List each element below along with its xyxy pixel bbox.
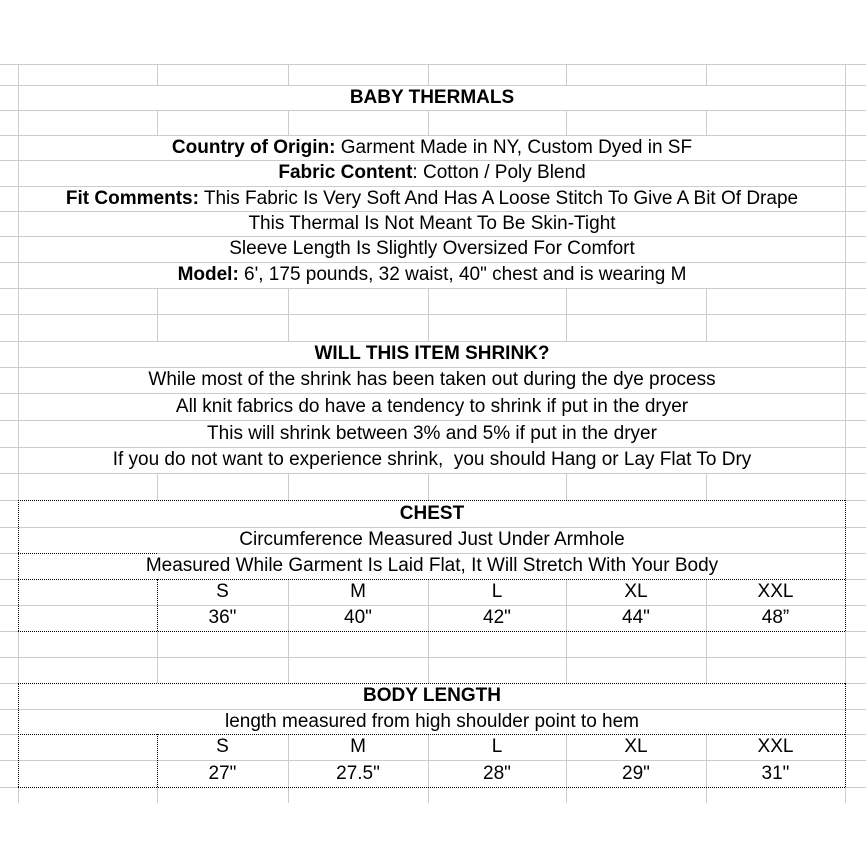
body-length-heading: BODY LENGTH — [363, 685, 501, 706]
fit-comments-label: Fit Comments: — [65, 188, 199, 209]
gridline-v — [566, 288, 567, 341]
gridline-h — [845, 631, 866, 632]
chest-subtitle-1: Circumference Measured Just Under Armhole — [239, 529, 625, 550]
gridline-h — [0, 553, 18, 554]
gridline-h — [0, 64, 866, 65]
gridline-v — [18, 64, 19, 500]
shrink-line-4: If you do not want to experience shrink, you should Hang or Lay Flat To Dry — [112, 449, 752, 470]
country-of-origin-label: Country of Origin: — [171, 137, 336, 158]
gridline-h — [845, 734, 866, 735]
gridline-h — [0, 186, 866, 187]
gridline-v — [428, 288, 429, 341]
chest-size-header-m: M — [350, 581, 366, 602]
gridline-v — [706, 110, 707, 135]
gridline-h — [0, 709, 866, 710]
gridline-v — [288, 288, 289, 341]
chest-subtitle-2: Measured While Garment Is Laid Flat, It Will Stretch With Your Body — [145, 555, 719, 576]
gridline-v — [845, 64, 846, 500]
gridline-v — [288, 734, 289, 803]
gridline-h — [0, 85, 866, 86]
chest-table-border-inner — [18, 579, 845, 580]
gridline-h — [0, 605, 866, 606]
gridline-v — [288, 64, 289, 85]
gridline-v — [706, 473, 707, 500]
gridline-h — [0, 760, 866, 761]
gridline-h — [157, 553, 866, 554]
gridline-v — [566, 110, 567, 135]
gridline-h — [0, 527, 866, 528]
gridline-h — [0, 160, 866, 161]
chest-table-border-partial — [18, 553, 157, 554]
fit-comments-value: This Fabric Is Very Soft And Has A Loose Stitch To Give A Bit Of Drape — [198, 188, 799, 209]
gridline-v — [566, 473, 567, 500]
body-length-value-xl: 29" — [622, 763, 650, 784]
gridline-h — [0, 500, 18, 501]
body-length-value-s: 27" — [208, 763, 237, 784]
gridline-v — [157, 110, 158, 135]
gridline-h — [0, 734, 18, 735]
gridline-v — [428, 64, 429, 85]
row-fit-comments-3: Sleeve Length Is Slightly Oversized For Comfort — [229, 238, 635, 259]
model-label: Model: — [177, 264, 239, 285]
gridline-h — [0, 393, 866, 394]
gridline-h — [845, 787, 866, 788]
chest-table-border-divider — [157, 579, 158, 631]
fabric-content-value: : Cotton / Poly Blend — [412, 162, 586, 183]
gridline-h — [0, 787, 18, 788]
model-value: 6', 175 pounds, 32 waist, 40" chest and is wearing M — [238, 264, 687, 285]
gridline-h — [845, 683, 866, 684]
gridline-v — [566, 64, 567, 85]
chest-size-header-l: L — [491, 581, 503, 602]
gridline-h — [0, 211, 866, 212]
row-model — [18, 262, 846, 288]
gridline-h — [0, 314, 866, 315]
row-country-of-origin — [18, 135, 846, 160]
chest-value-s: 36" — [208, 607, 237, 628]
gridline-h — [0, 683, 18, 684]
fabric-content-label: Fabric Content — [278, 162, 413, 183]
chest-table-border-top — [18, 500, 845, 501]
gridline-h — [0, 110, 866, 111]
body-length-table-border-inner — [18, 734, 845, 735]
gridline-v — [18, 631, 19, 683]
row-fabric-content — [18, 160, 846, 186]
gridline-h — [0, 367, 866, 368]
gridline-v — [157, 787, 158, 803]
gridline-h — [0, 657, 866, 658]
gridline-v — [428, 734, 429, 803]
country-of-origin-value: Garment Made in NY, Custom Dyed in SF — [335, 137, 693, 158]
gridline-h — [0, 288, 866, 289]
body-length-subtitle: length measured from high shoulder point to hem — [224, 711, 640, 732]
gridline-v — [157, 288, 158, 341]
body-length-table-border-right — [845, 683, 846, 787]
chest-table-border-left — [18, 500, 19, 631]
body-length-value-xxl: 31" — [761, 763, 790, 784]
body-length-size-header-xl: XL — [624, 736, 648, 757]
body-length-table-border-top — [18, 683, 845, 684]
gridline-v — [706, 734, 707, 803]
gridline-v — [428, 473, 429, 500]
gridline-h — [0, 473, 866, 474]
gridline-v — [845, 631, 846, 683]
shrink-line-2: All knit fabrics do have a tendency to shrink if put in the dryer — [175, 396, 689, 417]
shrink-heading: WILL THIS ITEM SHRINK? — [314, 343, 550, 364]
chest-table-border-bottom — [18, 631, 845, 632]
gridline-h — [0, 631, 18, 632]
gridline-h — [845, 500, 866, 501]
body-length-value-l: 28" — [483, 763, 511, 784]
chest-value-xxl: 48” — [761, 607, 790, 628]
gridline-h — [0, 447, 866, 448]
sheet-title: BABY THERMALS — [349, 87, 515, 108]
chest-size-header-xxl: XXL — [757, 581, 794, 602]
body-length-size-header-l: L — [491, 736, 503, 757]
gridline-h — [0, 579, 18, 580]
gridline-v — [288, 473, 289, 500]
chest-value-xl: 44" — [622, 607, 650, 628]
gridline-v — [18, 787, 19, 803]
chest-size-header-s: S — [216, 581, 229, 602]
gridline-v — [706, 64, 707, 85]
body-length-table-border-left — [18, 683, 19, 787]
gridline-v — [566, 734, 567, 803]
gridline-v — [428, 110, 429, 135]
gridline-h — [0, 262, 866, 263]
row-fit-comments-2: This Thermal Is Not Meant To Be Skin-Tight — [248, 213, 616, 234]
body-length-size-header-m: M — [350, 736, 366, 757]
gridline-v — [157, 64, 158, 85]
shrink-line-3: This will shrink between 3% and 5% if put in the dryer — [207, 423, 657, 444]
chest-heading: CHEST — [399, 503, 465, 524]
gridline-h — [0, 236, 866, 237]
gridline-v — [157, 631, 158, 683]
gridline-v — [157, 473, 158, 500]
body-length-size-header-s: S — [216, 736, 229, 757]
gridline-v — [845, 787, 846, 803]
chest-value-l: 42" — [483, 607, 511, 628]
chest-size-header-xl: XL — [624, 581, 648, 602]
gridline-h — [0, 135, 866, 136]
gridline-h — [0, 341, 866, 342]
gridline-v — [706, 288, 707, 341]
chest-value-m: 40" — [344, 607, 372, 628]
chest-table-border-right — [845, 500, 846, 631]
row-fit-comments — [18, 186, 846, 211]
gridline-h — [0, 420, 866, 421]
gridline-v — [288, 110, 289, 135]
body-length-value-m: 27.5" — [336, 763, 380, 784]
shrink-line-1: While most of the shrink has been taken out during the dye process — [148, 369, 716, 390]
body-length-table-border-bottom — [18, 787, 845, 788]
body-length-size-header-xxl: XXL — [757, 736, 794, 757]
gridline-h — [845, 579, 866, 580]
body-length-table-border-divider — [157, 734, 158, 787]
